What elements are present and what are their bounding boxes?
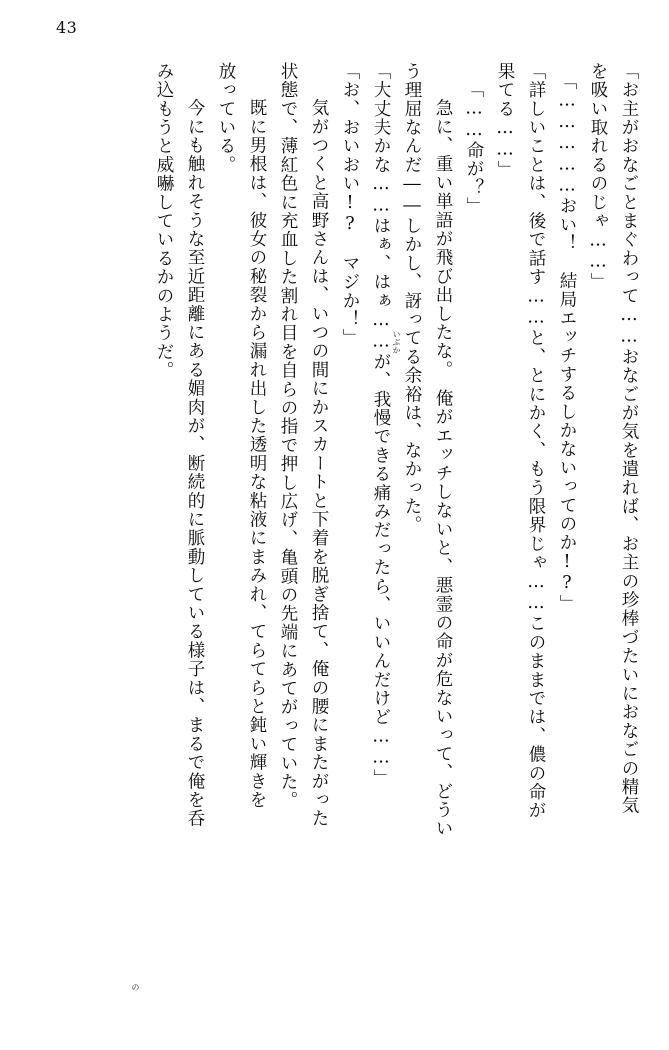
text-column: 「……………おい！ 結局エッチするしかないってのか!?」: [557, 72, 577, 614]
text-column: 「……命が？」: [464, 80, 484, 216]
text-column: 既に男根は、彼女の秘裂から漏れ出した透明な粘液にまみれ、てらてらと鈍い輝きを: [247, 80, 267, 810]
text-column: 「お、おいおい!? マジか！」: [340, 62, 360, 348]
text-column: 果てる……」: [495, 62, 515, 180]
text-column: う理屈なんだ――しかし、訝ってる余裕は、なかった。: [402, 62, 422, 535]
text-column: 「お主がおなごとまぐわって……おなごが気を遣れば、お主の珍棒づたいにおなごの精気: [619, 62, 639, 815]
text-column: 気がつくと高野さんは、いつの間にかスカートと下着を脱ぎ捨て、俺の腰にまたがった: [309, 80, 329, 828]
text-column: 今にも触れそうな至近距離にある媚肉が、断続的に脈動している様子は、まるで俺を呑: [185, 80, 205, 828]
text-column: 放っている。: [216, 62, 236, 175]
text-column: み込もうと威嚇しているかのようだ。: [154, 62, 174, 380]
page-number: 43: [56, 18, 78, 37]
vertical-text-body: [42, 62, 637, 1020]
text-column: 「詳しいことは、後で話す……と、とにかく、もう限界じゃ……このままでは、儂の命が: [526, 62, 546, 820]
ruby-annotation: いぶか: [392, 330, 401, 354]
text-column: 急に、重い単語が飛び出したな。 俺がエッチしないと、悪霊の命が危ないって、どうい: [433, 80, 453, 838]
ruby-annotation: の: [131, 983, 140, 991]
text-column: 「大丈夫かな……はぁ、はぁ……が、我慢できる痛みだったら、いいんだけど……」: [371, 62, 391, 788]
text-column: を吸い取れるのじゃ……」: [588, 62, 608, 292]
text-column: 状態で、薄紅色に充血した割れ目を自らの指で押し広げ、亀頭の先端にあてがっていた。: [278, 62, 298, 810]
